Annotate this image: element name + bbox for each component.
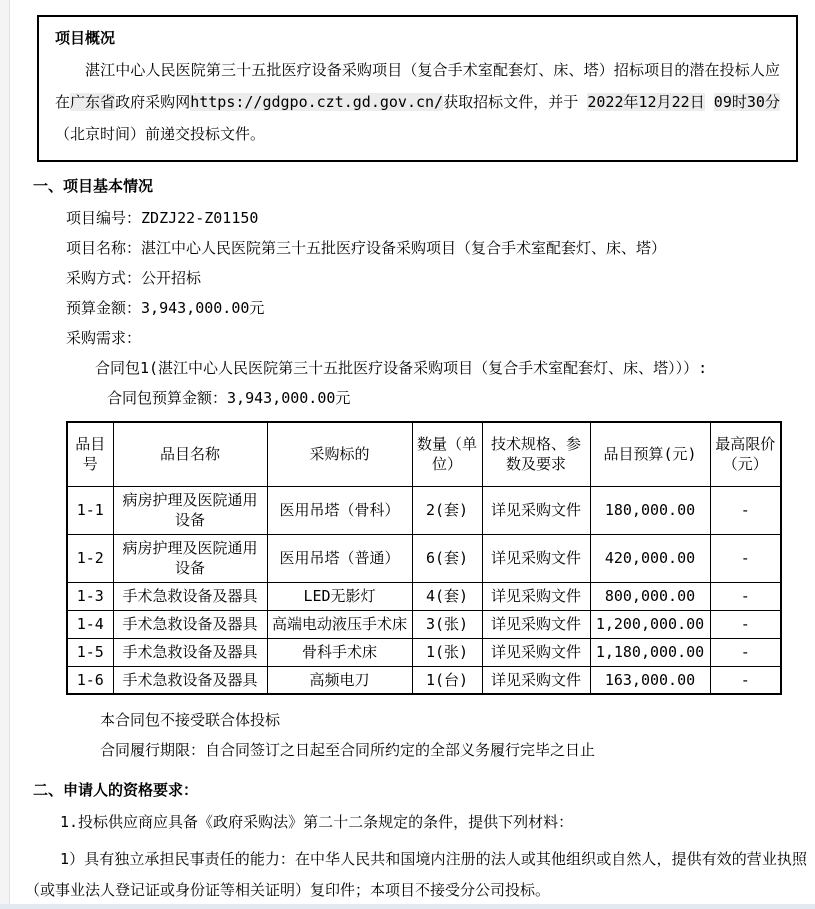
cell-procurement-target: LED无影灯 <box>267 582 412 610</box>
cell-item-name: 手术急救设备及器具 <box>113 610 267 638</box>
cell-max-price: - <box>710 638 781 666</box>
cell-item-budget: 1,200,000.00 <box>590 610 710 638</box>
note-contract-period: 合同履行期限：自合同签订之日起至合同所约定的全部义务履行完毕之日止 <box>100 741 596 759</box>
cell-quantity: 3(张) <box>412 610 482 638</box>
cell-item-name: 病房护理及医院通用设备 <box>113 534 267 582</box>
cell-quantity: 1(张) <box>412 638 482 666</box>
cell-procurement-target: 医用吊塔（普通） <box>267 534 412 582</box>
cell-item-name: 病房护理及医院通用设备 <box>113 486 267 534</box>
table-row <box>67 610 781 638</box>
cell-spec: 详见采购文件 <box>482 582 590 610</box>
cell-item-budget: 163,000.00 <box>590 666 710 694</box>
table-row <box>67 666 781 694</box>
cell-procurement-target: 医用吊塔（骨科） <box>267 486 412 534</box>
cell-item-name: 手术急救设备及器具 <box>113 638 267 666</box>
table-row <box>67 486 781 534</box>
text-segment <box>705 93 714 111</box>
cell-spec: 详见采购文件 <box>482 610 590 638</box>
cell-spec: 详见采购文件 <box>482 534 590 582</box>
cell-item-budget: 1,180,000.00 <box>590 638 710 666</box>
field-label: 项目名称： <box>66 239 142 257</box>
cell-item-no: 1-6 <box>67 666 113 694</box>
cell-max-price: - <box>710 582 781 610</box>
cell-item-name: 手术急救设备及器具 <box>113 666 267 694</box>
field-value: 公开招标 <box>141 269 202 287</box>
cell-item-budget: 800,000.00 <box>590 582 710 610</box>
highlighted-field-value: 09时30分 <box>713 93 780 111</box>
column-header-item-no: 品目号 <box>67 422 113 486</box>
project-fields <box>66 203 815 353</box>
text-segment: （北京时间）前递交投标文件。 <box>55 125 266 143</box>
cell-procurement-target: 骨科手术床 <box>267 638 412 666</box>
cell-quantity: 6(套) <box>412 534 482 582</box>
column-header-quantity: 数量（单位） <box>412 422 482 486</box>
overview-title: 项目概况 <box>55 29 116 47</box>
cell-item-no: 1-2 <box>67 534 113 582</box>
cell-max-price: - <box>710 610 781 638</box>
highlighted-field-value: 2022年12月22日 <box>587 93 705 111</box>
field-label: 采购方式： <box>66 269 142 287</box>
page-left-margin <box>0 0 10 909</box>
cell-spec: 详见采购文件 <box>482 666 590 694</box>
text-segment: 获取招标文件，并于 <box>443 93 588 111</box>
field-procurement-demand <box>66 323 815 353</box>
cell-quantity: 1(台) <box>412 666 482 694</box>
field-procurement-method <box>66 263 815 293</box>
highlighted-field-value: https://gdgpo.czt.gd.gov.cn/ <box>190 93 444 111</box>
field-value: ZDZJ22-Z01150 <box>141 209 259 227</box>
field-label: 预算金额： <box>66 299 142 317</box>
items-table-body <box>67 486 781 694</box>
field-value: 3,943,000.00元 <box>141 299 265 317</box>
cell-item-no: 1-5 <box>67 638 113 666</box>
cell-spec: 详见采购文件 <box>482 486 590 534</box>
text-segment: 湛江中心人民医院第三十五批医疗设备采购项目（复合手术室配套灯、床、塔）招标项目的潜在投标人应在 <box>55 61 780 111</box>
field-project-number <box>66 203 815 233</box>
section2-paragraph-1: 1.投标供应商应具备《政府采购法》第二十二条规定的条件，提供下列材料： <box>60 813 574 831</box>
cell-item-no: 1-4 <box>67 610 113 638</box>
section2-paragraph-2: 1）具有独立承担民事责任的能力：在中华人民共和国境内注册的法人或其他组织或自然人，提供有效的营业执照（或事业法人登记证或身份证等相关证明）复印件；本项目不接受分公司投标。 <box>25 850 807 899</box>
table-row <box>67 582 781 610</box>
contract-package-budget-line <box>107 383 815 413</box>
field-value: 湛江中心人民医院第三十五批医疗设备采购项目（复合手术室配套灯、床、塔） <box>141 239 667 257</box>
column-header-procurement-target: 采购标的 <box>267 422 412 486</box>
field-budget-amount <box>66 293 815 323</box>
text-segment: 政府采购网 <box>115 93 191 111</box>
table-header-row <box>67 422 781 486</box>
items-table <box>66 421 782 695</box>
cell-max-price: - <box>710 666 781 694</box>
column-header-max-price: 最高限价（元） <box>710 422 781 486</box>
field-label: 采购需求： <box>66 329 142 347</box>
table-row <box>67 638 781 666</box>
column-header-spec: 技术规格、参数及要求 <box>482 422 590 486</box>
cell-item-budget: 420,000.00 <box>590 534 710 582</box>
document-content <box>10 0 815 906</box>
column-header-item-name: 品目名称 <box>113 422 267 486</box>
cell-max-price: - <box>710 486 781 534</box>
package-notes <box>100 705 815 765</box>
cell-item-no: 1-1 <box>67 486 113 534</box>
cell-procurement-target: 高频电刀 <box>267 666 412 694</box>
field-label: 项目编号： <box>66 209 142 227</box>
cell-item-budget: 180,000.00 <box>590 486 710 534</box>
cell-quantity: 2(套) <box>412 486 482 534</box>
field-project-name <box>66 233 815 263</box>
cell-max-price: - <box>710 534 781 582</box>
cell-procurement-target: 高端电动液压手术床 <box>267 610 412 638</box>
contract-package-line: 合同包1(湛江中心人民医院第三十五批医疗设备采购项目（复合手术室配套灯、床、塔）））: <box>95 359 708 377</box>
cell-quantity: 4(套) <box>412 582 482 610</box>
section2-heading: 二、申请人的资格要求： <box>33 781 199 799</box>
cell-item-name: 手术急救设备及器具 <box>113 582 267 610</box>
cell-item-no: 1-3 <box>67 582 113 610</box>
cell-spec: 详见采购文件 <box>482 638 590 666</box>
column-header-item-budget: 品目预算(元) <box>590 422 710 486</box>
project-overview-box <box>37 15 798 162</box>
contract-budget-value: 3,943,000.00元 <box>227 389 351 407</box>
section1-heading: 一、项目基本情况 <box>33 177 154 195</box>
table-row <box>67 534 781 582</box>
contract-budget-label: 合同包预算金额： <box>107 389 228 407</box>
overview-paragraph <box>55 54 780 150</box>
note-no-consortium: 本合同包不接受联合体投标 <box>100 711 281 729</box>
highlighted-field-value: 广东省 <box>70 93 116 111</box>
